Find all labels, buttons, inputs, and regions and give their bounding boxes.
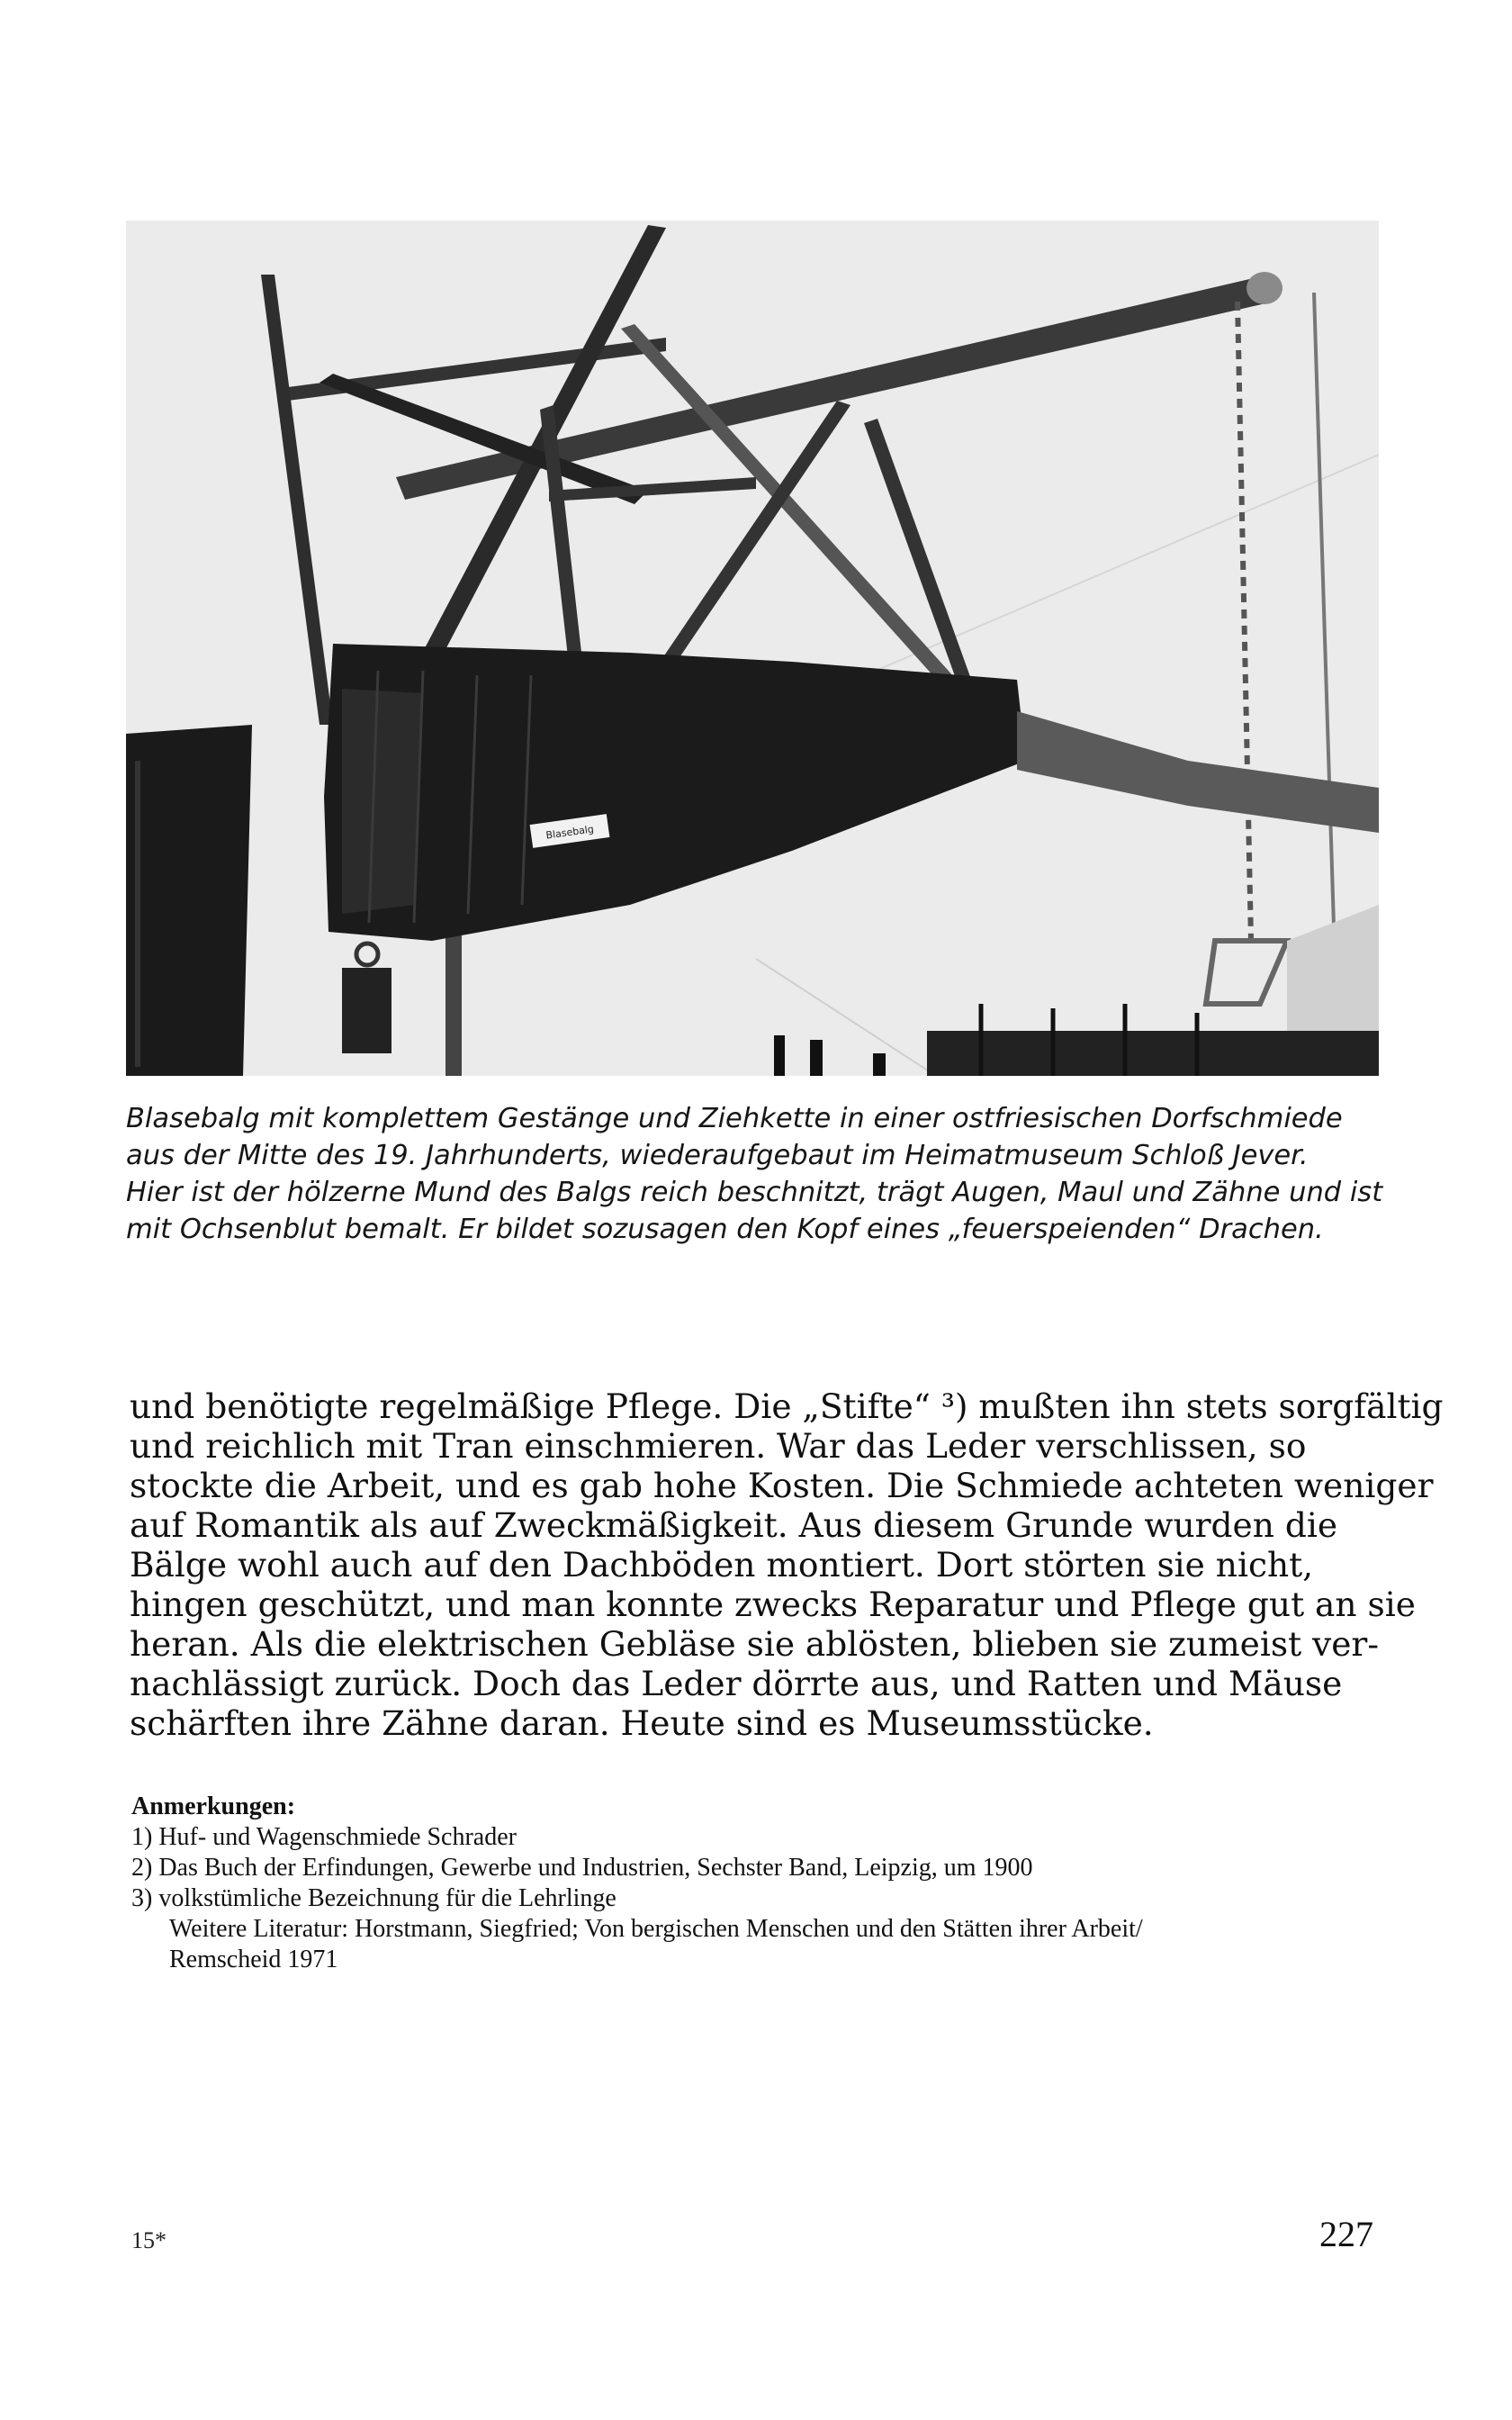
body-line: und benötigte regelmäßige Pflege. Die „Stifte“ ³) mußten ihn stets sorgfältig [130,1386,1444,1426]
body-line: stockte die Arbeit, und es gab hohe Kosten. Die Schmiede achteten weniger [130,1466,1434,1505]
body-line: auf Romantik als auf Zweckmäßigkeit. Aus diesem Grunde wurden die [130,1505,1338,1545]
caption-line: mit Ochsenblut bemalt. Er bildet sozusagen den Kopf eines „feuerspeienden“ Drachen. [126,1214,1324,1245]
body-line: Bälge wohl auch auf den Dachböden montiert. Dort störten sie nicht, [130,1545,1314,1585]
figure-caption [126,1100,1386,1248]
bellows-photo [126,221,1379,1076]
caption-line: Hier ist der hölzerne Mund des Balgs reich beschnitzt, trägt Augen, Maul und Zähne und ist [126,1177,1383,1208]
body-paragraph [130,1386,1444,1743]
body-line: schärften ihre Zähne daran. Heute sind es Museumsstücke. [130,1703,1154,1743]
signature-mark: 15* [131,2227,166,2253]
body-line: heran. Als die elektrischen Gebläse sie ablösten, blieben sie zumeist ver- [130,1624,1380,1664]
body-line: hingen geschützt, und man konnte zwecks Reparatur und Pflege gut an sie [130,1585,1416,1624]
caption-line: aus der Mitte des 19. Jahrhunderts, wiederaufgebaut im Heimatmuseum Schloß Jever. [126,1140,1309,1171]
footnote-item: 3) volkstümliche Bezeichnung für die Lehrlinge [131,1884,616,1912]
body-line: nachlässigt zurück. Doch das Leder dörrte aus, und Ratten und Mäuse [130,1664,1343,1703]
footnotes [131,1792,1391,1975]
caption-line: Blasebalg mit komplettem Gestänge und Ziehkette in einer ostfriesischen Dorfschmiede [126,1103,1343,1134]
footnote-item: 1) Huf- und Wagenschmiede Schrader [131,1823,517,1851]
page-number: 227 [1319,2214,1373,2254]
body-line: und reichlich mit Tran einschmieren. War das Leder verschlissen, so [130,1426,1307,1466]
footnotes-heading: Anmerkungen: [131,1792,296,1820]
bellows-label-text: Blasebalg [544,823,595,842]
bellows-illustration [126,221,1379,1076]
further-literature: Weitere Literatur: Horstmann, Siegfried; Von bergischen Menschen und den Stätten ihrer Arbeit/ [169,1915,1143,1943]
footnote-item: 2) Das Buch der Erfindungen, Gewerbe und Industrien, Sechster Band, Leipzig, um 1900 [131,1854,1033,1882]
further-literature: Remscheid 1971 [169,1946,338,1973]
